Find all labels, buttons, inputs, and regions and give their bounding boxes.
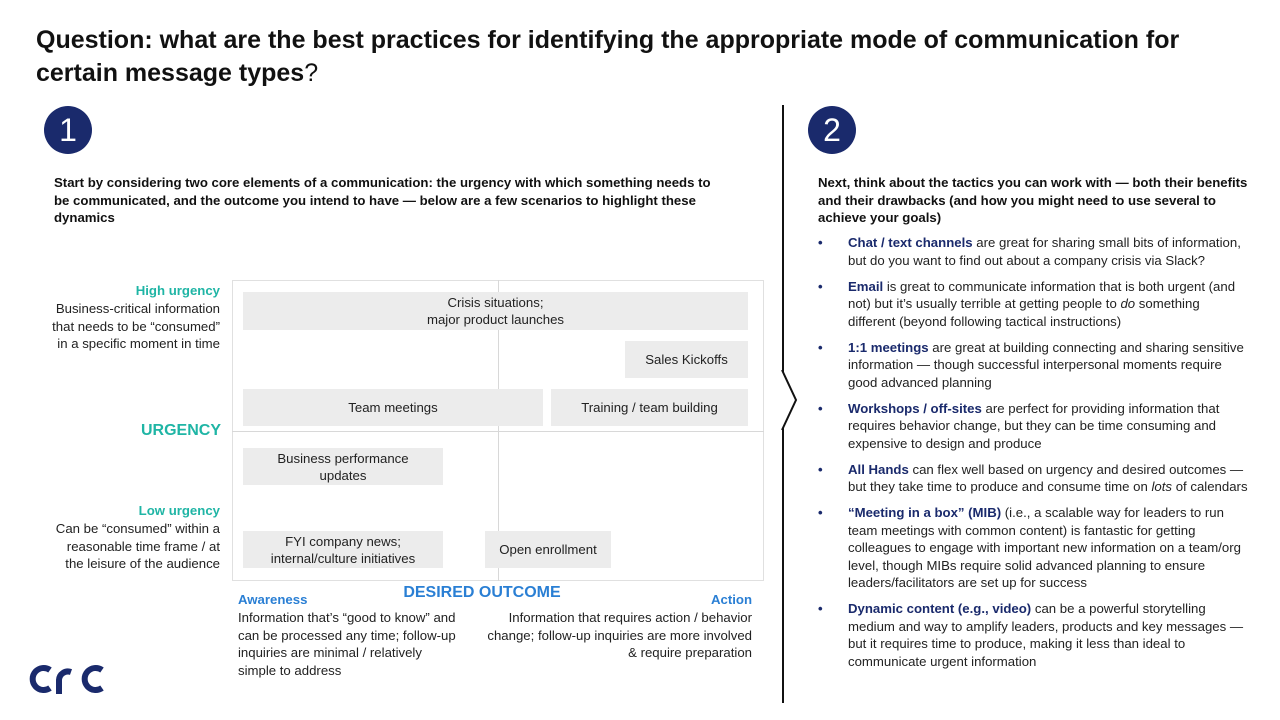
awareness-description: Information that’s “good to know” and can be processed any time; follow-up inquiries are minimal / relatively simple to address (238, 610, 456, 678)
tactic-name: All Hands (848, 461, 909, 477)
step-1-badge: 1 (44, 106, 92, 154)
bullet-dot: • (818, 400, 823, 416)
tactic-chat (818, 234, 1248, 269)
tactic-one-on-one (818, 339, 1248, 392)
tactic-text: are great at building connecting and sharing sensitive information — though successful interpersonal moments require good advanced planning (848, 339, 1244, 390)
scenario-crisis (243, 292, 748, 330)
bullet-dot: • (818, 339, 823, 355)
page-title-mark: ? (304, 59, 319, 87)
tactic-name: Email (848, 278, 884, 294)
step-2-badge: 2 (808, 106, 856, 154)
tactic-text: are great for sharing small bits of information, but do you want to find out about a company crisis via Slack? (848, 235, 1241, 268)
tactic-email (818, 278, 1248, 331)
high-urgency-description: Business-critical information that needs to be “consumed” in a specific moment in time (52, 301, 220, 351)
scenario-bpu-line1: Business performance (277, 450, 409, 466)
step-2-intro: Next, think about the tactics you can work with — both their benefits and their drawbacks (and how you might need to use several to achieve your goals) (818, 175, 1248, 225)
bullet-dot: • (818, 601, 823, 616)
step-1-intro: Start by considering two core elements of a communication: the urgency with which something needs to be communicated, and the outcome you intend to have — below are a few scenarios to highlight these dynamics (54, 175, 711, 225)
bullet-dot: • (818, 235, 823, 250)
tactics-list (818, 234, 1248, 679)
scenario-business-performance (243, 448, 443, 485)
bullet-dot: • (818, 505, 823, 520)
high-urgency-label: High urgency (135, 283, 220, 298)
tactic-text: can be a powerful storytelling medium and way to amplify leaders, products and key messages — but it requires time to produce, making it less than ideal to communicate urgent information (848, 601, 1244, 669)
scenario-team-meetings: Team meetings (243, 389, 543, 426)
tactic-text: are perfect for providing information that requires behavior change, but they can be time consuming and expensive to design and produce (848, 400, 1220, 451)
bullet-dot: • (818, 461, 823, 477)
low-urgency-label: Low urgency (138, 503, 220, 518)
scenario-fyi-line1: FYI company news; (285, 533, 401, 549)
scenario-open-enrollment: Open enrollment (485, 531, 611, 568)
tactic-all-hands (818, 461, 1248, 496)
scenario-sales-kickoffs: Sales Kickoffs (625, 341, 748, 378)
page-title (36, 24, 1236, 90)
bullet-dot: • (818, 278, 823, 294)
tactic-meeting-in-a-box (818, 504, 1248, 592)
action-description: Information that requires action / behavior change; follow-up inquiries are more involved & require preparation (487, 610, 752, 660)
tactic-workshops (818, 400, 1248, 453)
tactic-name: Chat / text channels (848, 235, 973, 250)
tactic-emphasis: lots (1151, 479, 1173, 494)
scenario-crisis-line2: major product launches (426, 312, 565, 327)
page-title-text: Question: what are the best practices for identifying the appropriate mode of communication for certain message types (36, 26, 1180, 87)
tactic-name: Workshops / off-sites (848, 400, 982, 416)
scenario-training: Training / team building (551, 389, 748, 426)
scenario-bpu-line2: updates (319, 467, 367, 483)
tactic-name: 1:1 meetings (848, 339, 929, 355)
awareness-label: Awareness (238, 592, 308, 607)
scenario-fyi-line2: internal/culture initiatives (270, 550, 416, 566)
tactic-text: can flex well based on urgency and desired outcomes — but they take time to produce and consume time on (848, 461, 1244, 494)
tactic-text-continued: of calendars (1172, 479, 1248, 494)
crc-logo-icon (28, 660, 108, 698)
action-label: Action (710, 592, 752, 607)
tactic-name: “Meeting in a box” (MIB) (848, 505, 1002, 520)
tactic-dynamic-content (818, 600, 1248, 670)
scenario-fyi-news (243, 531, 443, 568)
tactic-emphasis: do (1120, 296, 1136, 311)
tactic-text-continued: something different (beyond following tactical instructions) (848, 296, 1200, 329)
scenario-crisis-line1: Crisis situations; (447, 295, 544, 310)
tactic-text: (i.e., a scalable way for leaders to run team meetings with common content) is fantastic for getting colleagues to engage with important new information on a team/org level, though MIBs require solid advanced planning to ensure leaders/facilitators are set up for success (848, 505, 1241, 590)
desired-outcome-axis-label: DESIRED OUTCOME (403, 584, 561, 601)
low-urgency-description: Can be “consumed” within a reasonable time frame / at the leisure of the audience (55, 521, 220, 571)
divider-chevron-icon (781, 370, 799, 430)
tactic-name: Dynamic content (e.g., video) (848, 601, 1032, 616)
tactic-text: is great to communicate information that is both urgent (and not) but it’s usually terrible at getting people to (848, 278, 1236, 311)
urgency-axis-label: URGENCY (140, 422, 221, 439)
